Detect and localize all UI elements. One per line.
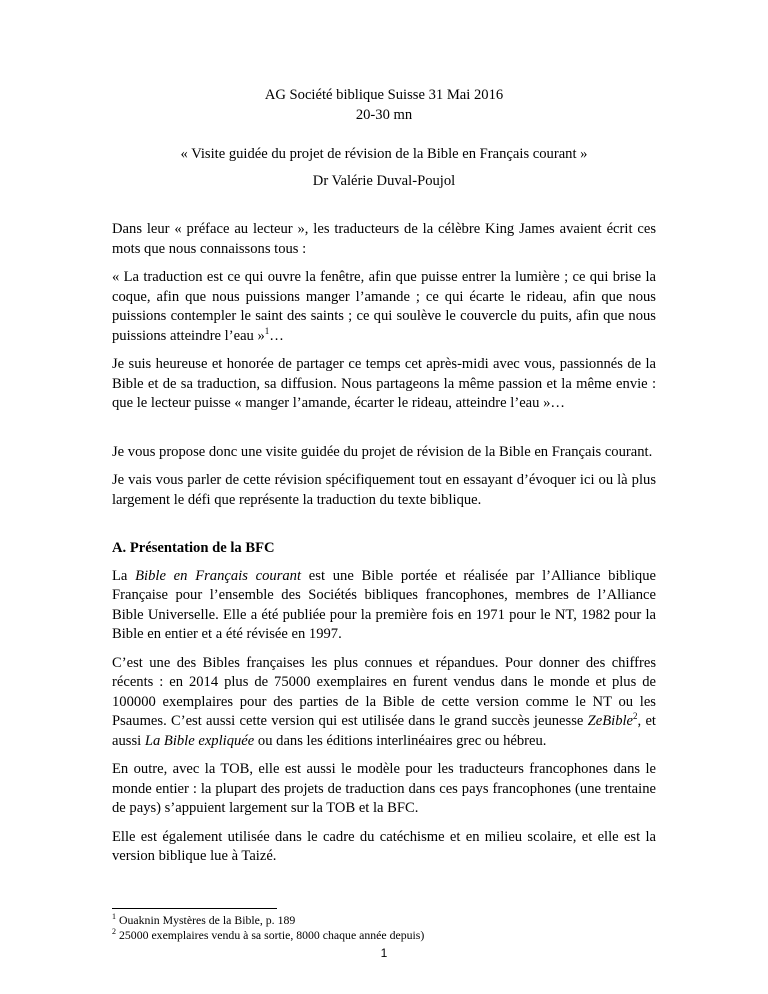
paragraph-proposal: Je vous propose donc une visite guidée du projet de révision de la Bible en Français courant. [112,443,653,460]
footnote-text: 25000 exemplaires vendu à sa sortie, 8000 chaque année depuis) [119,927,425,942]
page-number: 1 [380,946,388,960]
footnote-1 [112,913,656,928]
text-run: , et aussi [112,713,656,749]
document-body [112,86,656,867]
paragraph-usage: Elle est également utilisée dans le cadre du catéchisme et en milieu scolaire, et elle est la version biblique lue à Taizé. [112,828,656,864]
text-run: ou dans les éditions interlinéaires grec ou hébreu. [254,732,547,749]
footnote-text: Ouaknin Mystères de la Bible, p. 189 [119,913,296,927]
footnote-separator [112,908,277,909]
text-run: est une Bible portée et réalisée par l’Alliance biblique Française pour l’ensemble des Sociétés bibliques francophones, membres de l’Alliance Bible Universelle. Elle a été publiée pour la première fois en 1971 pour le NT, 1982 pour la Bible en entier et a été révisée en 1997. [112,567,656,642]
footnote-number: 2 [112,926,116,936]
text-run: C’est une des Bibles françaises les plus connues et répandues. Pour donner des chiffres récents : en 2014 plus de 75000 exemplaires en furent vendus dans le monde et plus de 100000 exemplaires pour des parties de la Bible de cette version comme le NT ou les Psaumes. C’est aussi cette version qui est utilisée dans le grand succès jeunesse [112,654,656,729]
footnote-2 [112,928,656,943]
bible-expliquee-italic: La Bible expliquée [144,732,255,749]
footnote-ref-2[interactable]: 2 [633,711,638,722]
zebible-italic: ZeBible [587,713,634,729]
paragraph-presentation [112,567,656,645]
footnote-number: 1 [112,912,116,922]
quote-ellipsis: … [269,327,284,344]
section-heading: A. Présentation de la BFC [112,540,275,556]
footnotes [112,913,656,942]
meeting-title: AG Société biblique Suisse 31 Mai 2016 [264,87,504,103]
bible-title-italic: Bible en Français courant [135,567,302,584]
text-run: La [112,567,136,584]
paragraph-quote [112,268,656,346]
paragraph-model: En outre, avec la TOB, elle est aussi le modèle pour les traducteurs francophones dans le monde entier : la plupart des projets de traduction dans ces pays francophones (une trentaine de pays) s’appuient largement sur la TOB et la BFC. [112,761,656,816]
duration: 20-30 mn [355,106,413,123]
paragraph-figures [112,654,656,752]
quote-text: « La traduction est ce qui ouvre la fenêtre, afin que puisse entrer la lumière ; ce qui brise la coque, afin que nous puissions manger l’amande ; ce qui écarte le rideau, afin que nous puissions contempler le saint des saints ; ce qui soulève le couvercle du puits, afin que nous puissions atteindre l’eau » [112,269,656,344]
paragraph-intro: Dans leur « préface au lecteur », les traducteurs de la célèbre King James avaient écrit ces mots que nous connaissons tous : [112,221,656,257]
paragraph-greeting: Je suis heureuse et honorée de partager ce temps cet après-midi avec vous, passionnés de la Bible et de sa traduction, sa diffusion. Nous partageons la même passion et la même envie : que le lecteur puisse « manger l’amande, écarter le rideau, atteindre l’eau »… [112,356,656,411]
talk-title: « Visite guidée du projet de révision de la Bible en Français courant » [180,146,588,162]
paragraph-scope: Je vais vous parler de cette révision spécifiquement tout en essayant d’évoquer ici ou là plus largement le défi que représente la traduction du texte biblique. [112,472,656,508]
author-name: Dr Valérie Duval-Poujol [312,172,456,189]
footnote-ref-1[interactable]: 1 [264,325,270,336]
